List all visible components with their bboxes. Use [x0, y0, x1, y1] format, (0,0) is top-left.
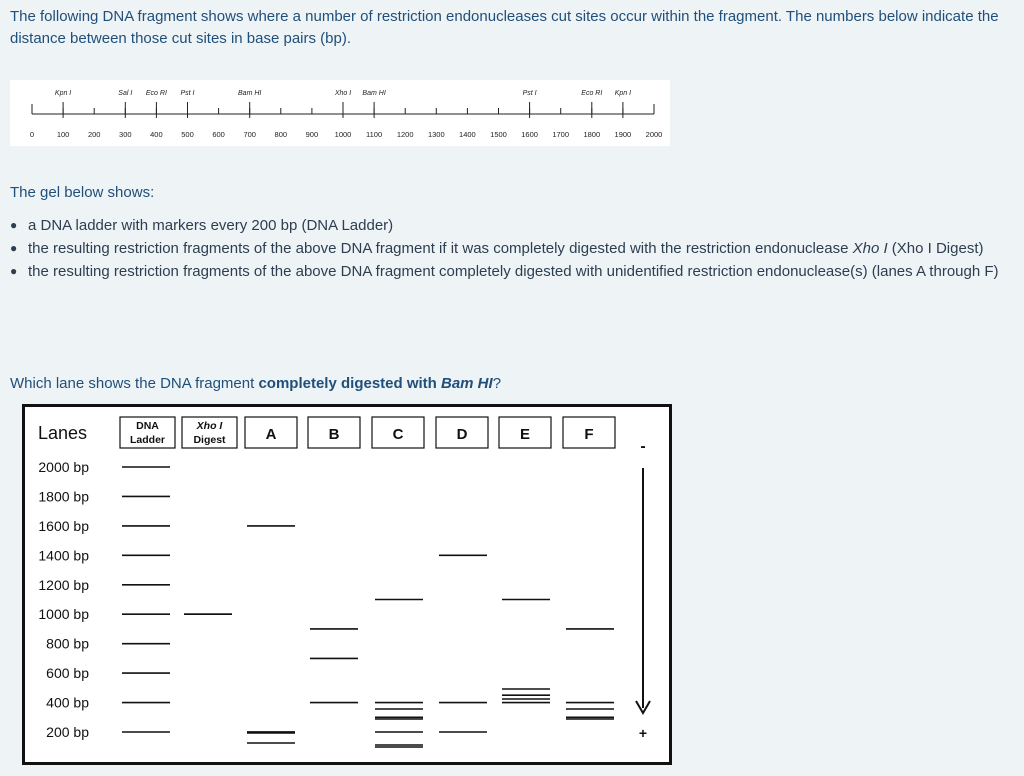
map-tick-label: 1800	[583, 130, 601, 139]
map-tick-label: 300	[119, 130, 132, 139]
map-tick-label: 900	[305, 130, 319, 139]
bullet-item-ladder: ● a DNA ladder with markers every 200 bp (DNA Ladder)	[10, 214, 1005, 237]
positive-electrode-sign: +	[638, 725, 648, 741]
map-tick-label: 1000	[334, 130, 352, 139]
map-tick-label: 1100	[366, 130, 383, 139]
map-tick-label: 1300	[427, 130, 445, 139]
bp-label: 800 bp	[46, 635, 89, 652]
map-site-label: Kpn I	[614, 90, 632, 97]
lane-header-label: E	[519, 426, 531, 443]
lane-header-label: F	[584, 426, 594, 443]
lanes-label: Lanes	[38, 423, 88, 443]
map-tick-label: 600	[212, 130, 225, 139]
lane-header-label: A	[265, 426, 277, 443]
map-tick-label: 1400	[459, 130, 476, 139]
map-tick-label: 100	[56, 130, 70, 139]
bp-label: 1400 bp	[38, 547, 89, 564]
lane-header-label: Ladder	[129, 434, 166, 446]
bp-label: 1000 bp	[38, 606, 89, 623]
bullet-item-unknown-lanes: ● the resulting restriction fragments of the above DNA fragment completely digested with unidentified restriction endonuclease(s) (lanes A through F)	[10, 260, 1005, 283]
bp-label: 200 bp	[46, 724, 89, 740]
lane-header-label: D	[456, 426, 468, 443]
map-tick-label: 2000	[645, 130, 663, 139]
map-tick-label: 1500	[490, 130, 507, 139]
map-tick-label: 400	[150, 130, 163, 139]
lane-header-label: Digest	[193, 434, 226, 446]
map-site-label: Bam HI	[362, 90, 386, 97]
bullet-item-xho-digest: ● the resulting restriction fragments of the above DNA fragment if it was completely digested with the restriction endonuclease Xho I (Xho I Digest)	[10, 237, 1005, 260]
lane-header-label: C	[392, 426, 404, 443]
map-site-label: Kpn I	[54, 90, 72, 97]
map-tick-label: 1900	[614, 130, 632, 139]
map-site-label: Pst I	[180, 90, 195, 97]
map-tick-label: 800	[274, 130, 288, 139]
bp-label: 2000 bp	[38, 459, 89, 475]
map-tick-label: 1200	[396, 130, 414, 139]
bp-label: 1200 bp	[38, 576, 89, 593]
bp-label: 400 bp	[46, 694, 89, 711]
map-site-label: Sal I	[118, 90, 133, 97]
bp-label: 600 bp	[46, 665, 89, 682]
lane-header-label: Xho I	[196, 420, 223, 432]
negative-electrode-sign: -	[640, 438, 646, 455]
bp-label: 1600 bp	[38, 517, 89, 534]
map-site-label: Pst I	[522, 90, 537, 97]
map-site-label: Xho I	[334, 90, 352, 97]
intro-paragraph: The following DNA fragment shows where a number of restriction endonucleases cut sites occur within the fragment. The numbers below indicate the distance between those cut sites in base pairs (bp).	[10, 8, 999, 47]
map-site-label: Bam HI	[238, 90, 262, 97]
map-tick-label: 200	[87, 130, 101, 139]
lane-header-label: B	[328, 426, 340, 443]
map-tick-label: 1700	[552, 130, 570, 139]
map-tick-label: 1600	[521, 130, 538, 139]
lane-header-label: DNA	[136, 420, 159, 432]
map-site-label: Eco RI	[581, 90, 603, 97]
map-tick-label: 0	[29, 130, 35, 139]
map-tick-label: 500	[181, 130, 194, 139]
bp-label: 1800 bp	[38, 488, 89, 505]
map-tick-label: 700	[243, 130, 256, 139]
gel-diagram	[22, 404, 672, 765]
question-text: Which lane shows the DNA fragment completely digested with Bam HI?	[10, 375, 502, 392]
gel-intro-text: The gel below shows:	[10, 184, 155, 201]
map-site-label: Eco RI	[145, 90, 167, 97]
